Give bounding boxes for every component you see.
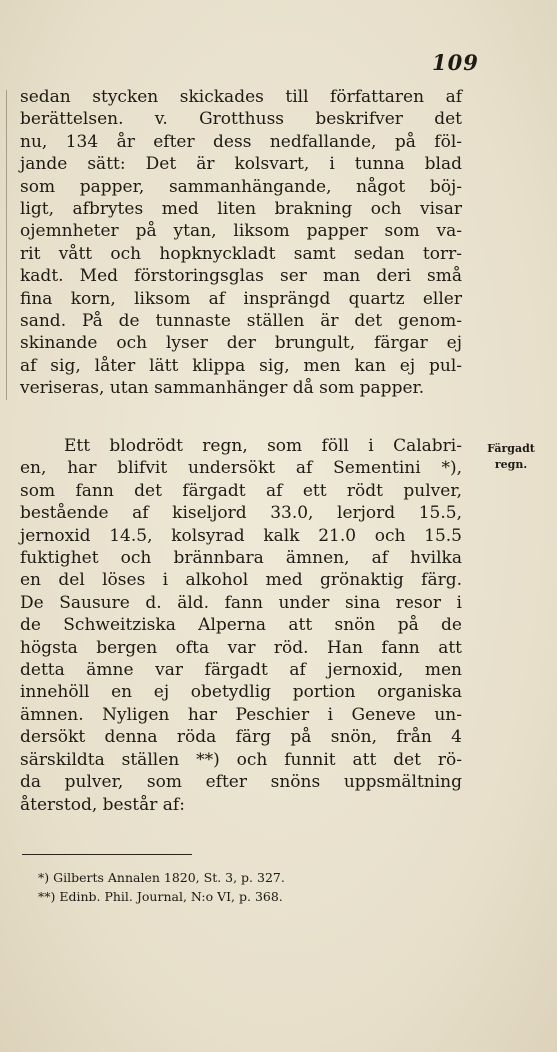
text-line: innehöll en ej obetydlig portion organiska xyxy=(20,682,462,703)
text-line: sedan stycken skickades till författaren af xyxy=(20,87,462,107)
text-line: dersökt denna röda färg på snön, från 4 xyxy=(20,727,462,748)
text-line: de Schweitziska Alperna att snön på de xyxy=(20,615,462,636)
text-line: ämnen. Nyligen har Peschier i Geneve un- xyxy=(20,704,462,725)
paragraph-1 xyxy=(20,86,462,400)
text-line: fuktighet och brännbara ämnen, af hvilka xyxy=(20,548,462,569)
text-line: af sig, låter lätt klippa sig, men kan ej pul- xyxy=(20,355,462,376)
page-number: 109 xyxy=(432,50,479,75)
text-line: skinande och lyser der brungult, färgar ej xyxy=(20,333,462,354)
text-line: veriseras, utan sammanhänger då som papper. xyxy=(20,378,425,399)
margin-note-line: regn. xyxy=(494,458,528,471)
text-line: jande sätt: Det är kolsvart, i tunna blad xyxy=(20,154,462,175)
text-line: som fann det färgadt af ett rödt pulver, xyxy=(20,480,462,501)
footnote: **) Edinb. Phil. Journal, N:o VI, p. 368. xyxy=(38,889,283,904)
text-line: berättelsen. v. Grotthuss beskrifver det xyxy=(20,109,462,130)
paragraph-2 xyxy=(20,435,462,816)
text-line: sand. På de tunnaste ställen är det genom- xyxy=(20,311,462,332)
text-line: jernoxid 14.5, kolsyrad kalk 21.0 och 15.5 xyxy=(20,525,462,546)
text-line: bestående af kiseljord 33.0, lerjord 15.5, xyxy=(20,503,462,524)
text-line: som papper, sammanhängande, något böj- xyxy=(20,176,462,197)
text-line: ojemnheter på ytan, liksom papper som va- xyxy=(20,221,462,242)
text-line: detta ämne var färgadt af jernoxid, men xyxy=(20,660,462,681)
text-line: da pulver, som efter snöns uppsmältning xyxy=(20,772,462,793)
text-line: De Sausure d. äld. fann under sina resor i xyxy=(20,592,462,613)
text-line: nu, 134 år efter dess nedfallande, på föl- xyxy=(20,131,462,152)
text-line: en, har blifvit undersökt af Sementini *), xyxy=(20,458,462,479)
text-line: Ett blodrödt regn, som föll i Calabri- xyxy=(64,436,462,456)
margin-note-line: Färgadt xyxy=(487,442,535,455)
footnotes xyxy=(38,868,418,906)
text-line: fina korn, liksom af insprängd quartz eller xyxy=(20,288,462,309)
text-line: återstod, består af: xyxy=(20,794,185,815)
gutter-line xyxy=(6,90,7,400)
margin-note xyxy=(467,441,555,473)
footnote-rule xyxy=(22,854,192,855)
text-line: särskildta ställen **) och funnit att det rö- xyxy=(20,749,462,770)
text-line: en del löses i alkohol med grönaktig färg. xyxy=(20,570,462,591)
text-line: ligt, afbrytes med liten brakning och visar xyxy=(20,199,462,220)
text-line: kadt. Med förstoringsglas ser man deri små xyxy=(20,266,462,287)
text-line: rit vått och hopknyckladt samt sedan torr- xyxy=(20,243,462,264)
text-line: högsta bergen ofta var röd. Han fann att xyxy=(20,637,462,658)
footnote: *) Gilberts Annalen 1820, St. 3, p. 327. xyxy=(38,870,285,885)
